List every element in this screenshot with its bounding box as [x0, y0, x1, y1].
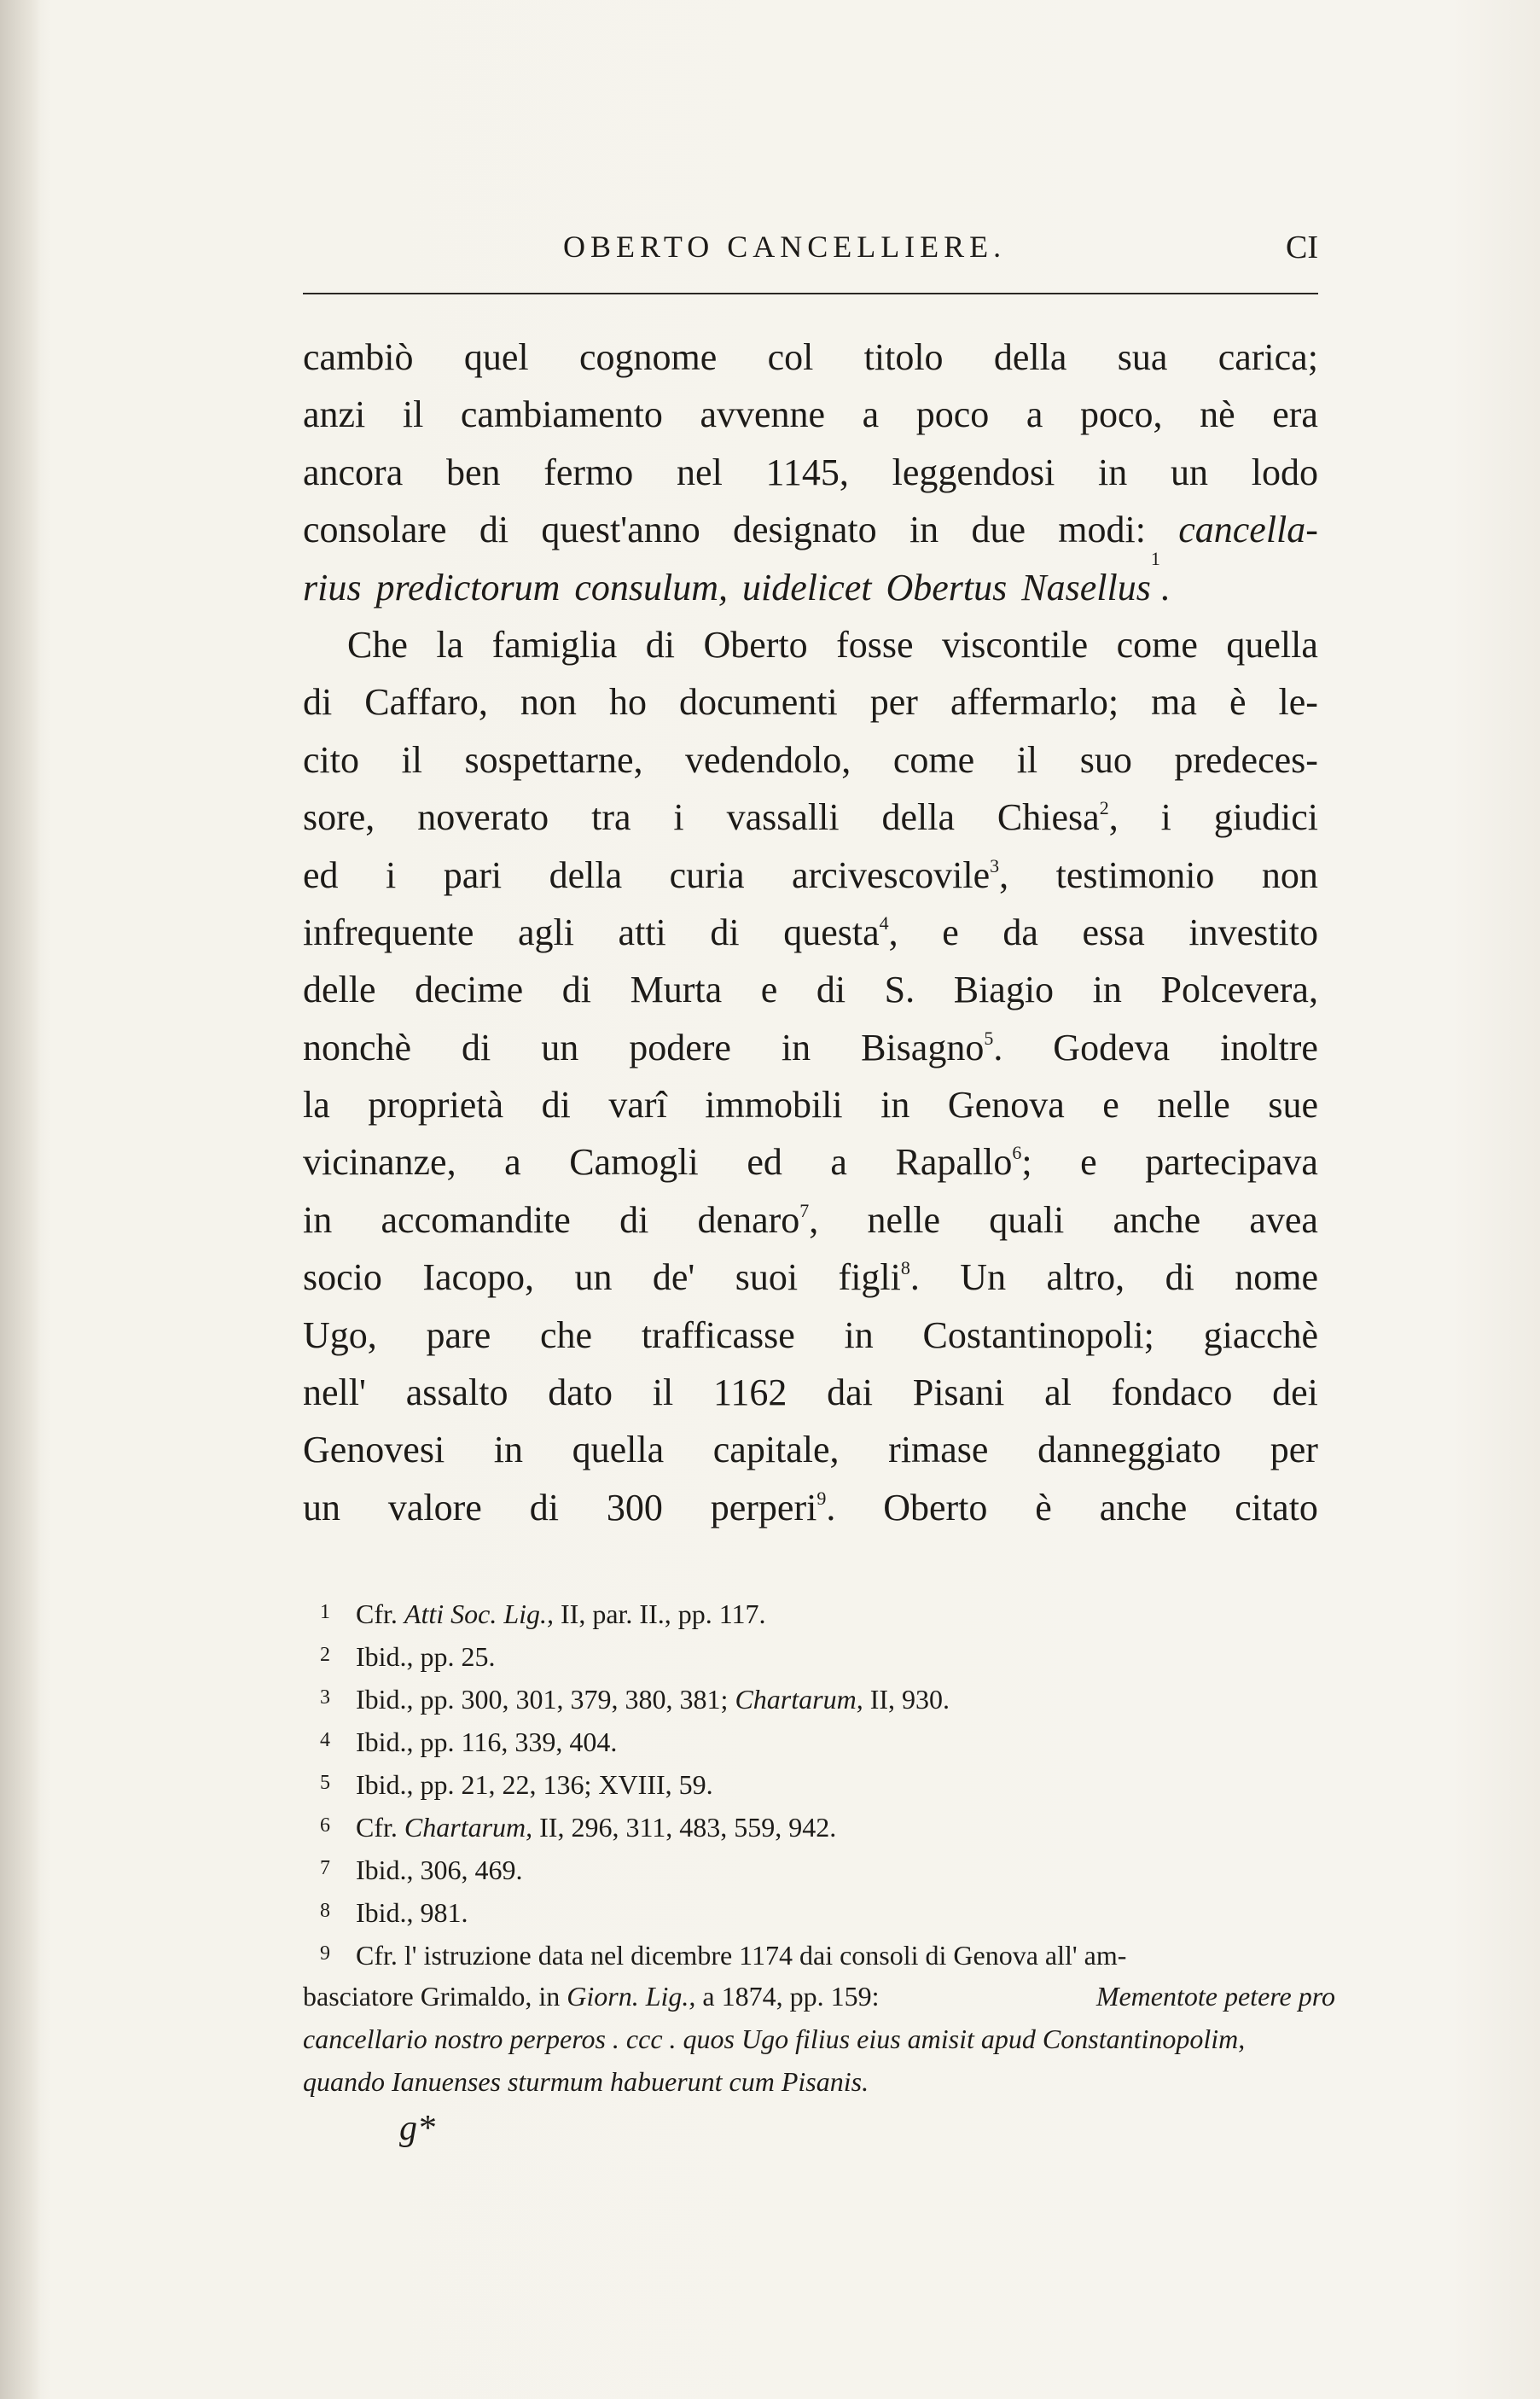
word: Ugo,: [303, 1313, 377, 1356]
word: essa: [1082, 911, 1145, 953]
footnote-ref: 2: [1099, 797, 1109, 819]
word: di: [816, 969, 846, 1011]
word: nell': [303, 1371, 366, 1414]
word: avea: [1249, 1198, 1318, 1241]
footnote-ref: 3: [990, 854, 1000, 876]
word: ed: [303, 853, 339, 896]
word: sore,: [303, 796, 375, 839]
word: varî: [608, 1084, 667, 1127]
word: non: [520, 681, 577, 724]
text-line: [303, 1479, 1318, 1536]
word: dato: [548, 1371, 613, 1414]
word: le-: [1278, 681, 1318, 724]
footnote-ref: 6: [1012, 1142, 1022, 1164]
word: di: [619, 1198, 649, 1241]
text-line: [303, 731, 1318, 789]
word: avvenne: [700, 393, 826, 436]
word: anche: [1113, 1198, 1201, 1241]
footnote-ref: 4: [879, 911, 889, 934]
word: la: [436, 623, 464, 666]
word: un: [303, 1486, 340, 1528]
text-line: [303, 1421, 1318, 1478]
word: Biagio: [953, 969, 1055, 1011]
word: decime: [415, 969, 524, 1011]
footnote-1: 1 Cfr. Atti Soc. Lig., II, par. II., pp. 117.: [320, 1598, 766, 1629]
word: agli: [517, 911, 574, 953]
word: di: [462, 1026, 491, 1068]
text-line: [303, 616, 1318, 673]
word: cancella-: [1178, 509, 1318, 551]
word: poco,: [1080, 393, 1163, 436]
text-line: [303, 904, 1318, 961]
word: designato: [733, 509, 877, 551]
word: pare: [426, 1313, 491, 1356]
word: Camogli: [569, 1141, 699, 1184]
word: nonchè: [303, 1026, 412, 1068]
word: socio: [303, 1256, 382, 1299]
footnote-9-line-4: quando Ianuenses sturmum habuerunt cum Pisanis.: [303, 2066, 869, 2097]
word: per: [1270, 1429, 1318, 1471]
word: ancora: [303, 451, 404, 493]
word: atti: [618, 911, 666, 953]
word: come: [1116, 623, 1198, 666]
word: quel: [463, 336, 529, 378]
word: un: [541, 1026, 579, 1068]
word: da: [1002, 911, 1038, 953]
word: giudici: [1213, 796, 1318, 839]
word: i: [673, 796, 684, 839]
footnote-8: 8 Ibid., 981.: [320, 1897, 468, 1928]
word: che: [540, 1313, 593, 1356]
word-with-footnote-ref: Chiesa$^2$,: [997, 796, 1119, 839]
word: ben: [445, 451, 501, 493]
word: in: [493, 1429, 524, 1471]
word: di: [303, 681, 333, 724]
word: vedendolo,: [685, 738, 851, 781]
footnotes: [303, 1591, 1335, 2103]
footnote-ref: 8: [900, 1257, 910, 1279]
word: altro,: [1046, 1256, 1125, 1299]
word: Costantinopoli;: [922, 1313, 1154, 1356]
word: a: [1026, 393, 1043, 436]
word: quella: [1226, 623, 1318, 666]
word: anzi: [303, 393, 366, 436]
word: affermarlo;: [950, 681, 1119, 724]
word: ed: [747, 1141, 782, 1184]
word: quali: [989, 1198, 1065, 1241]
running-title: OBERTO CANCELLIERE.: [563, 230, 1007, 264]
word: dei: [1272, 1371, 1318, 1414]
footnote-ref: 1: [1150, 547, 1160, 569]
word: i: [386, 853, 397, 896]
word-with-footnote-ref: questa$^4$,: [783, 911, 898, 953]
word: in: [1092, 969, 1122, 1011]
word: per: [869, 681, 918, 724]
word: suoi: [735, 1256, 799, 1299]
text-line: [303, 673, 1318, 731]
word: tra: [591, 796, 631, 839]
word: è: [1035, 1486, 1052, 1528]
word: e: [1080, 1141, 1097, 1184]
word: a: [862, 393, 880, 436]
word: accomandite: [381, 1198, 571, 1241]
text-line: [303, 1364, 1318, 1421]
word: investito: [1188, 911, 1318, 953]
word: di: [1165, 1256, 1194, 1299]
word: cambiamento: [460, 393, 663, 436]
word: Un: [960, 1256, 1007, 1299]
word: titolo: [863, 336, 944, 378]
word: al: [1044, 1371, 1072, 1414]
word: trafficasse: [641, 1313, 795, 1356]
word: S.: [884, 969, 915, 1011]
word: giacchè: [1203, 1313, 1318, 1356]
signature-mark: g*: [399, 2109, 435, 2148]
word: come: [892, 738, 975, 781]
word: è: [1229, 681, 1247, 724]
word: modi:: [1058, 509, 1146, 551]
word-with-footnote-ref: figli$^8$.: [838, 1256, 920, 1299]
word: Genova: [947, 1084, 1065, 1127]
word: assalto: [405, 1371, 508, 1414]
word: de': [652, 1256, 695, 1299]
footnote-6: 6 Cfr. Chartarum, II, 296, 311, 483, 559, 942.: [320, 1812, 837, 1843]
header-rule: [303, 293, 1318, 294]
word: della: [993, 336, 1067, 378]
word: consolare: [303, 509, 447, 551]
word: partecipava: [1145, 1141, 1318, 1184]
word: proprietà: [368, 1084, 504, 1127]
word: e: [942, 911, 959, 953]
word: quest'anno: [541, 509, 700, 551]
word: famiglia: [491, 623, 618, 666]
word: di: [541, 1084, 571, 1127]
word: di: [479, 509, 509, 551]
word: 300: [606, 1486, 663, 1528]
word: Iacopo,: [422, 1256, 535, 1299]
word: Oberto: [703, 623, 808, 666]
word: Oberto: [883, 1486, 988, 1528]
word: in: [781, 1026, 811, 1068]
word: Genovesi: [303, 1429, 445, 1471]
footnote-3: 3 Ibid., pp. 300, 301, 379, 380, 381; Chartarum, II, 930.: [320, 1684, 950, 1715]
word: un: [1171, 451, 1208, 493]
word: noverato: [417, 796, 549, 839]
word: nelle: [1157, 1084, 1230, 1127]
word: lodo: [1251, 451, 1318, 493]
word-with-footnote-ref: arcivescovile$^3$,: [792, 853, 1009, 896]
text-line: [303, 1307, 1318, 1364]
word: la: [303, 1084, 330, 1127]
word-with-footnote-ref: denaro$^7$,: [697, 1198, 819, 1241]
word: col: [767, 336, 814, 378]
text-line: [303, 386, 1318, 443]
word: di: [710, 911, 740, 953]
word: poco: [915, 393, 990, 436]
word: di: [529, 1486, 559, 1528]
word: Polcevera,: [1160, 969, 1318, 1011]
text-line: [303, 1249, 1318, 1306]
word: della: [881, 796, 955, 839]
word: vassalli: [726, 796, 840, 839]
footnote-2: 2 Ibid., pp. 25.: [320, 1641, 496, 1672]
word: 1145,: [765, 451, 849, 493]
word: curia: [669, 853, 745, 896]
word: cognome: [578, 336, 718, 378]
word: anche: [1099, 1486, 1188, 1528]
word: e: [760, 969, 778, 1011]
footnote-ref: 9: [816, 1487, 827, 1509]
word: ho: [608, 681, 647, 724]
word: cambiò: [303, 336, 414, 378]
word-with-footnote-ref: Rapallo$^6$;: [895, 1141, 1032, 1184]
word: in: [303, 1198, 333, 1241]
word: capitale,: [712, 1429, 840, 1471]
word: carica;: [1217, 336, 1318, 378]
text-line: [303, 789, 1318, 846]
text-line: [303, 847, 1318, 904]
word: nel: [677, 451, 723, 493]
word: della: [549, 853, 623, 896]
word: in: [1098, 451, 1128, 493]
word: il: [652, 1371, 674, 1414]
word: il: [1016, 738, 1038, 781]
page-header: [303, 229, 1318, 280]
word: il: [402, 393, 424, 436]
footnote-5: 5 Ibid., pp. 21, 22, 136; XVIII, 59.: [320, 1769, 713, 1800]
word: nome: [1235, 1256, 1318, 1299]
text-line: [303, 329, 1318, 386]
word: un: [574, 1256, 613, 1299]
word: suo: [1079, 738, 1132, 781]
word: 1162: [713, 1371, 787, 1414]
word: inoltre: [1220, 1026, 1318, 1068]
word: nelle: [867, 1198, 941, 1241]
word: di: [645, 623, 675, 666]
text-line: [303, 1076, 1318, 1133]
word: pari: [443, 853, 503, 896]
word: cito: [303, 738, 359, 781]
word: fermo: [543, 451, 634, 493]
word: in: [909, 509, 939, 551]
binding-shadow: [0, 0, 41, 2399]
word: predeces-: [1174, 738, 1318, 781]
word: dai: [827, 1371, 873, 1414]
word: in: [844, 1313, 874, 1356]
word-with-footnote-ref: Bisagno$^5$.: [861, 1026, 1003, 1068]
word: due: [971, 509, 1026, 551]
word: Che: [347, 623, 408, 666]
word: valore: [387, 1486, 482, 1528]
text-line: [303, 1133, 1318, 1191]
word: di: [561, 969, 591, 1011]
word: podere: [629, 1026, 731, 1068]
body-text: [303, 329, 1318, 1536]
footnote-9-line-3: cancellario nostro perperos . ccc . quos Ugo filius eius amisit apud Constantinopolim,: [303, 2023, 1246, 2054]
footnote-9-line-2: basciatore Grimaldo, in Giorn. Lig., a 1874, pp. 159: Mementote petere pro: [303, 1981, 1335, 2012]
word: quella: [572, 1429, 665, 1471]
word: delle: [303, 969, 376, 1011]
text-line: [303, 1191, 1318, 1249]
word: rimase: [888, 1429, 989, 1471]
word: il: [401, 738, 422, 781]
footnote-4: 4 Ibid., pp. 116, 339, 404.: [320, 1726, 618, 1757]
footnote-ref: 7: [799, 1199, 810, 1221]
word: immobili: [705, 1084, 843, 1127]
word: era: [1272, 393, 1318, 436]
word: i: [1160, 796, 1171, 839]
word: non: [1261, 853, 1318, 896]
word: fondaco: [1111, 1371, 1233, 1414]
word: fosse: [836, 623, 914, 666]
word: sospettarne,: [464, 738, 643, 781]
footnote-9: 9 Cfr. l' istruzione data nel dicembre 1174 dai consoli di Genova all' am-: [320, 1940, 1127, 1971]
word: in: [880, 1084, 910, 1127]
word: citato: [1235, 1486, 1318, 1528]
text-line: [303, 961, 1318, 1018]
word: viscontile: [942, 623, 1089, 666]
italic-quote: rius predictorum consulum, uidelicet Obertus Nasellus: [303, 566, 1151, 608]
footnote-7: 7 Ibid., 306, 469.: [320, 1855, 523, 1885]
word: Caffaro,: [364, 681, 488, 724]
word: Pisani: [912, 1371, 1005, 1414]
word: Godeva: [1053, 1026, 1171, 1068]
text-line: [303, 501, 1318, 558]
word: a: [830, 1141, 847, 1184]
text-line: rius predictorum consulum, uidelicet Obertus Nasellus 1 .: [303, 559, 1318, 616]
word: leggendosi: [892, 451, 1055, 493]
word: sua: [1117, 336, 1168, 378]
text-line: [303, 1019, 1318, 1076]
word-with-footnote-ref: perperi$^9$.: [710, 1486, 836, 1528]
text-line: [303, 444, 1318, 501]
word: vicinanze,: [303, 1141, 456, 1184]
word: documenti: [679, 681, 838, 724]
word: danneggiato: [1037, 1429, 1222, 1471]
word: a: [504, 1141, 521, 1184]
word: infrequente: [303, 911, 474, 953]
word: sue: [1268, 1084, 1318, 1127]
page-number: CI: [1286, 230, 1318, 265]
footnote-ref: 5: [984, 1027, 994, 1049]
word: testimonio: [1055, 853, 1215, 896]
word: Murta: [630, 969, 723, 1011]
word: ma: [1151, 681, 1197, 724]
word: nè: [1200, 393, 1235, 436]
word: e: [1102, 1084, 1119, 1127]
